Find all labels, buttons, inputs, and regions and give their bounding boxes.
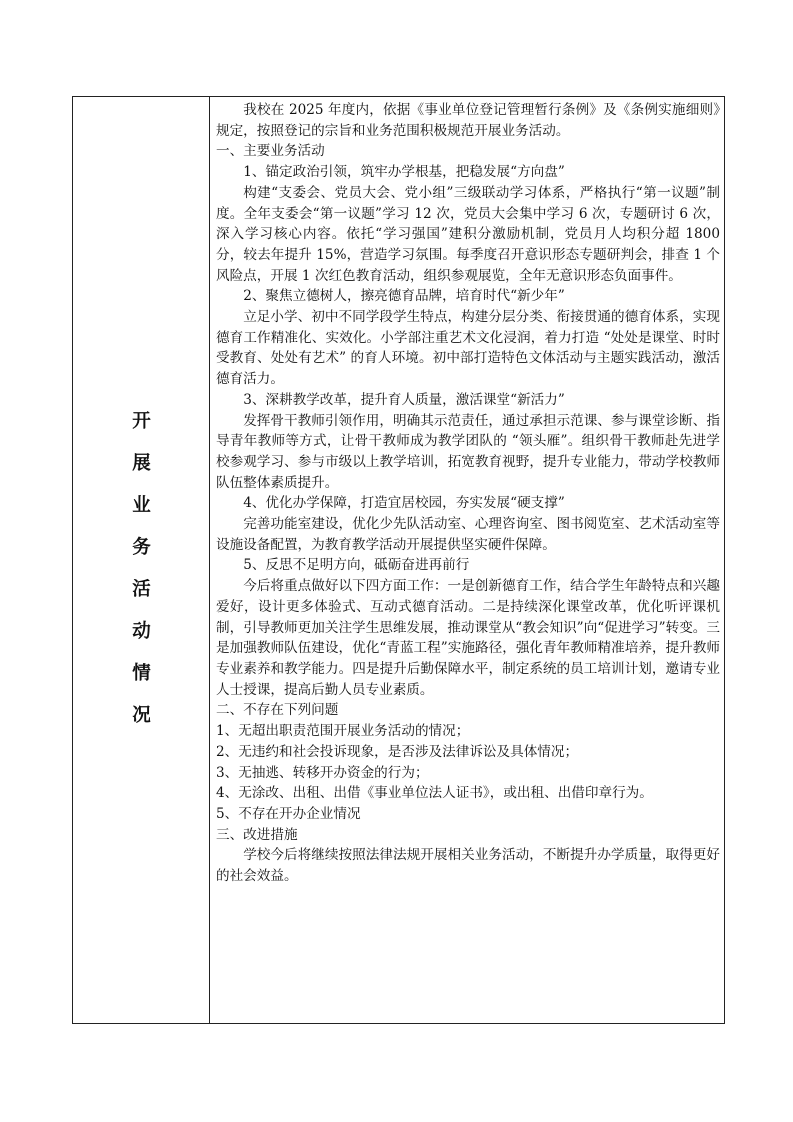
subsection-heading: 5、反思不足明方向，砥砺奋进再前行 [243,557,470,574]
label-char: 业 [132,495,151,516]
section-heading: 三、改进措施 [216,826,298,843]
label-char: 活 [132,579,151,600]
body-paragraph: 立足小学、初中不同学段学生特点，构建分层分类、衔接贯通的德育体系，实现德育工作精准化、实效化。小学部注重艺术文化浸润，着力打造 “处处是课堂、时时受教育、处处有艺术” 的育人环境。初中部打造特色文体活动与主题实践活动，激活德育活力。 [216,309,720,388]
label-cell [73,97,210,1023]
list-item: 3、无抽逃、转移开办资金的行为； [216,764,429,781]
body-paragraph: 发挥骨干教师引领作用，明确其示范责任，通过承担示范课、参与课堂诊断、指导青年教师等方式，让骨干教师成为教学团队的 “领头雁”。组织骨干教师赴先进学校参观学习、参与市级以上教学培训，拓宽教育视野，提升专业能力，带动学校教师队伍整体素质提升。 [216,412,720,491]
content-cell [210,97,724,1023]
list-item: 2、无违约和社会投诉现象，是否涉及法律诉讼及具体情况； [216,743,579,760]
body-paragraph: 今后将重点做好以下四方面工作：一是创新德育工作，结合学生年龄特点和兴趣爱好，设计更多体验式、互动式德育活动。二是持续深化课堂改革，优化听评课机制，引导教师更加关注学生思维发展，推动课堂从“教会知识”向“促进学习”转变。三是加强教师队伍建设，优化“青蓝工程”实施路径，强化青年教师精准培养，提升教师专业素养和教学能力。四是提升后勤保障水平，制定系统的员工培训计划，邀请专业人士授课，提高后勤人员专业素质。 [216,578,720,698]
body-paragraph: 完善功能室建设，优化少先队活动室、心理咨询室、图书阅览室、艺术活动室等设施设备配置，为教育教学活动开展提供坚实硬件保障。 [216,516,720,553]
list-item: 5、不存在开办企业情况 [216,805,361,822]
section-label-vertical [73,401,210,737]
body-paragraph: 构建“支委会、党员大会、党小组”三级联动学习体系，严格执行“第一议题”制度。全年支委会“第一议题”学习 12 次，党员大会集中学习 6 次，专题研讨 6 次，深入学习核心内容。依托“学习强国”建积分激励机制，党员月人均积分超 1800 分，较去年提升 15%，营造学习氛围。每季度召开意识形态专题研判会，排查 1 个风险点，开展 1 次红色教育活动，组织参观展览，全年无意识形态负面事件。 [216,184,720,284]
label-char: 动 [132,621,151,642]
label-char: 展 [132,453,151,474]
subsection-heading: 1、锚定政治引领，筑牢办学根基，把稳发展“方向盘” [243,164,565,181]
list-item: 4、无涂改、出租、出借《事业单位法人证书》，或出租、出借印章行为。 [216,785,653,802]
label-char: 开 [132,411,151,432]
report-table [72,96,725,1024]
intro-paragraph: 我校在 2025 年度内，依据《事业单位登记管理暂行条例》及《条例实施细则》规定，按照登记的宗旨和业务范围积极规范开展业务活动。 [216,102,720,139]
subsection-heading: 4、优化办学保障，打造宜居校园，夯实发展“硬支撑” [243,495,565,512]
section-heading: 二、不存在下列问题 [216,702,339,719]
label-char: 务 [132,537,151,558]
body-paragraph: 学校今后将继续按照法律法规开展相关业务活动，不断提升办学质量，取得更好的社会效益。 [216,847,720,885]
subsection-heading: 3、深耕教学改革，提升育人质量，激活课堂“新活力” [243,391,565,408]
report-body [216,100,720,887]
section-heading: 一、主要业务活动 [216,143,325,160]
label-char: 况 [132,705,151,726]
subsection-heading: 2、聚焦立德树人，擦亮德育品牌，培育时代“新少年” [243,288,565,305]
label-char: 情 [132,663,151,684]
list-item: 1、无超出职责范围开展业务活动的情况； [216,723,470,740]
